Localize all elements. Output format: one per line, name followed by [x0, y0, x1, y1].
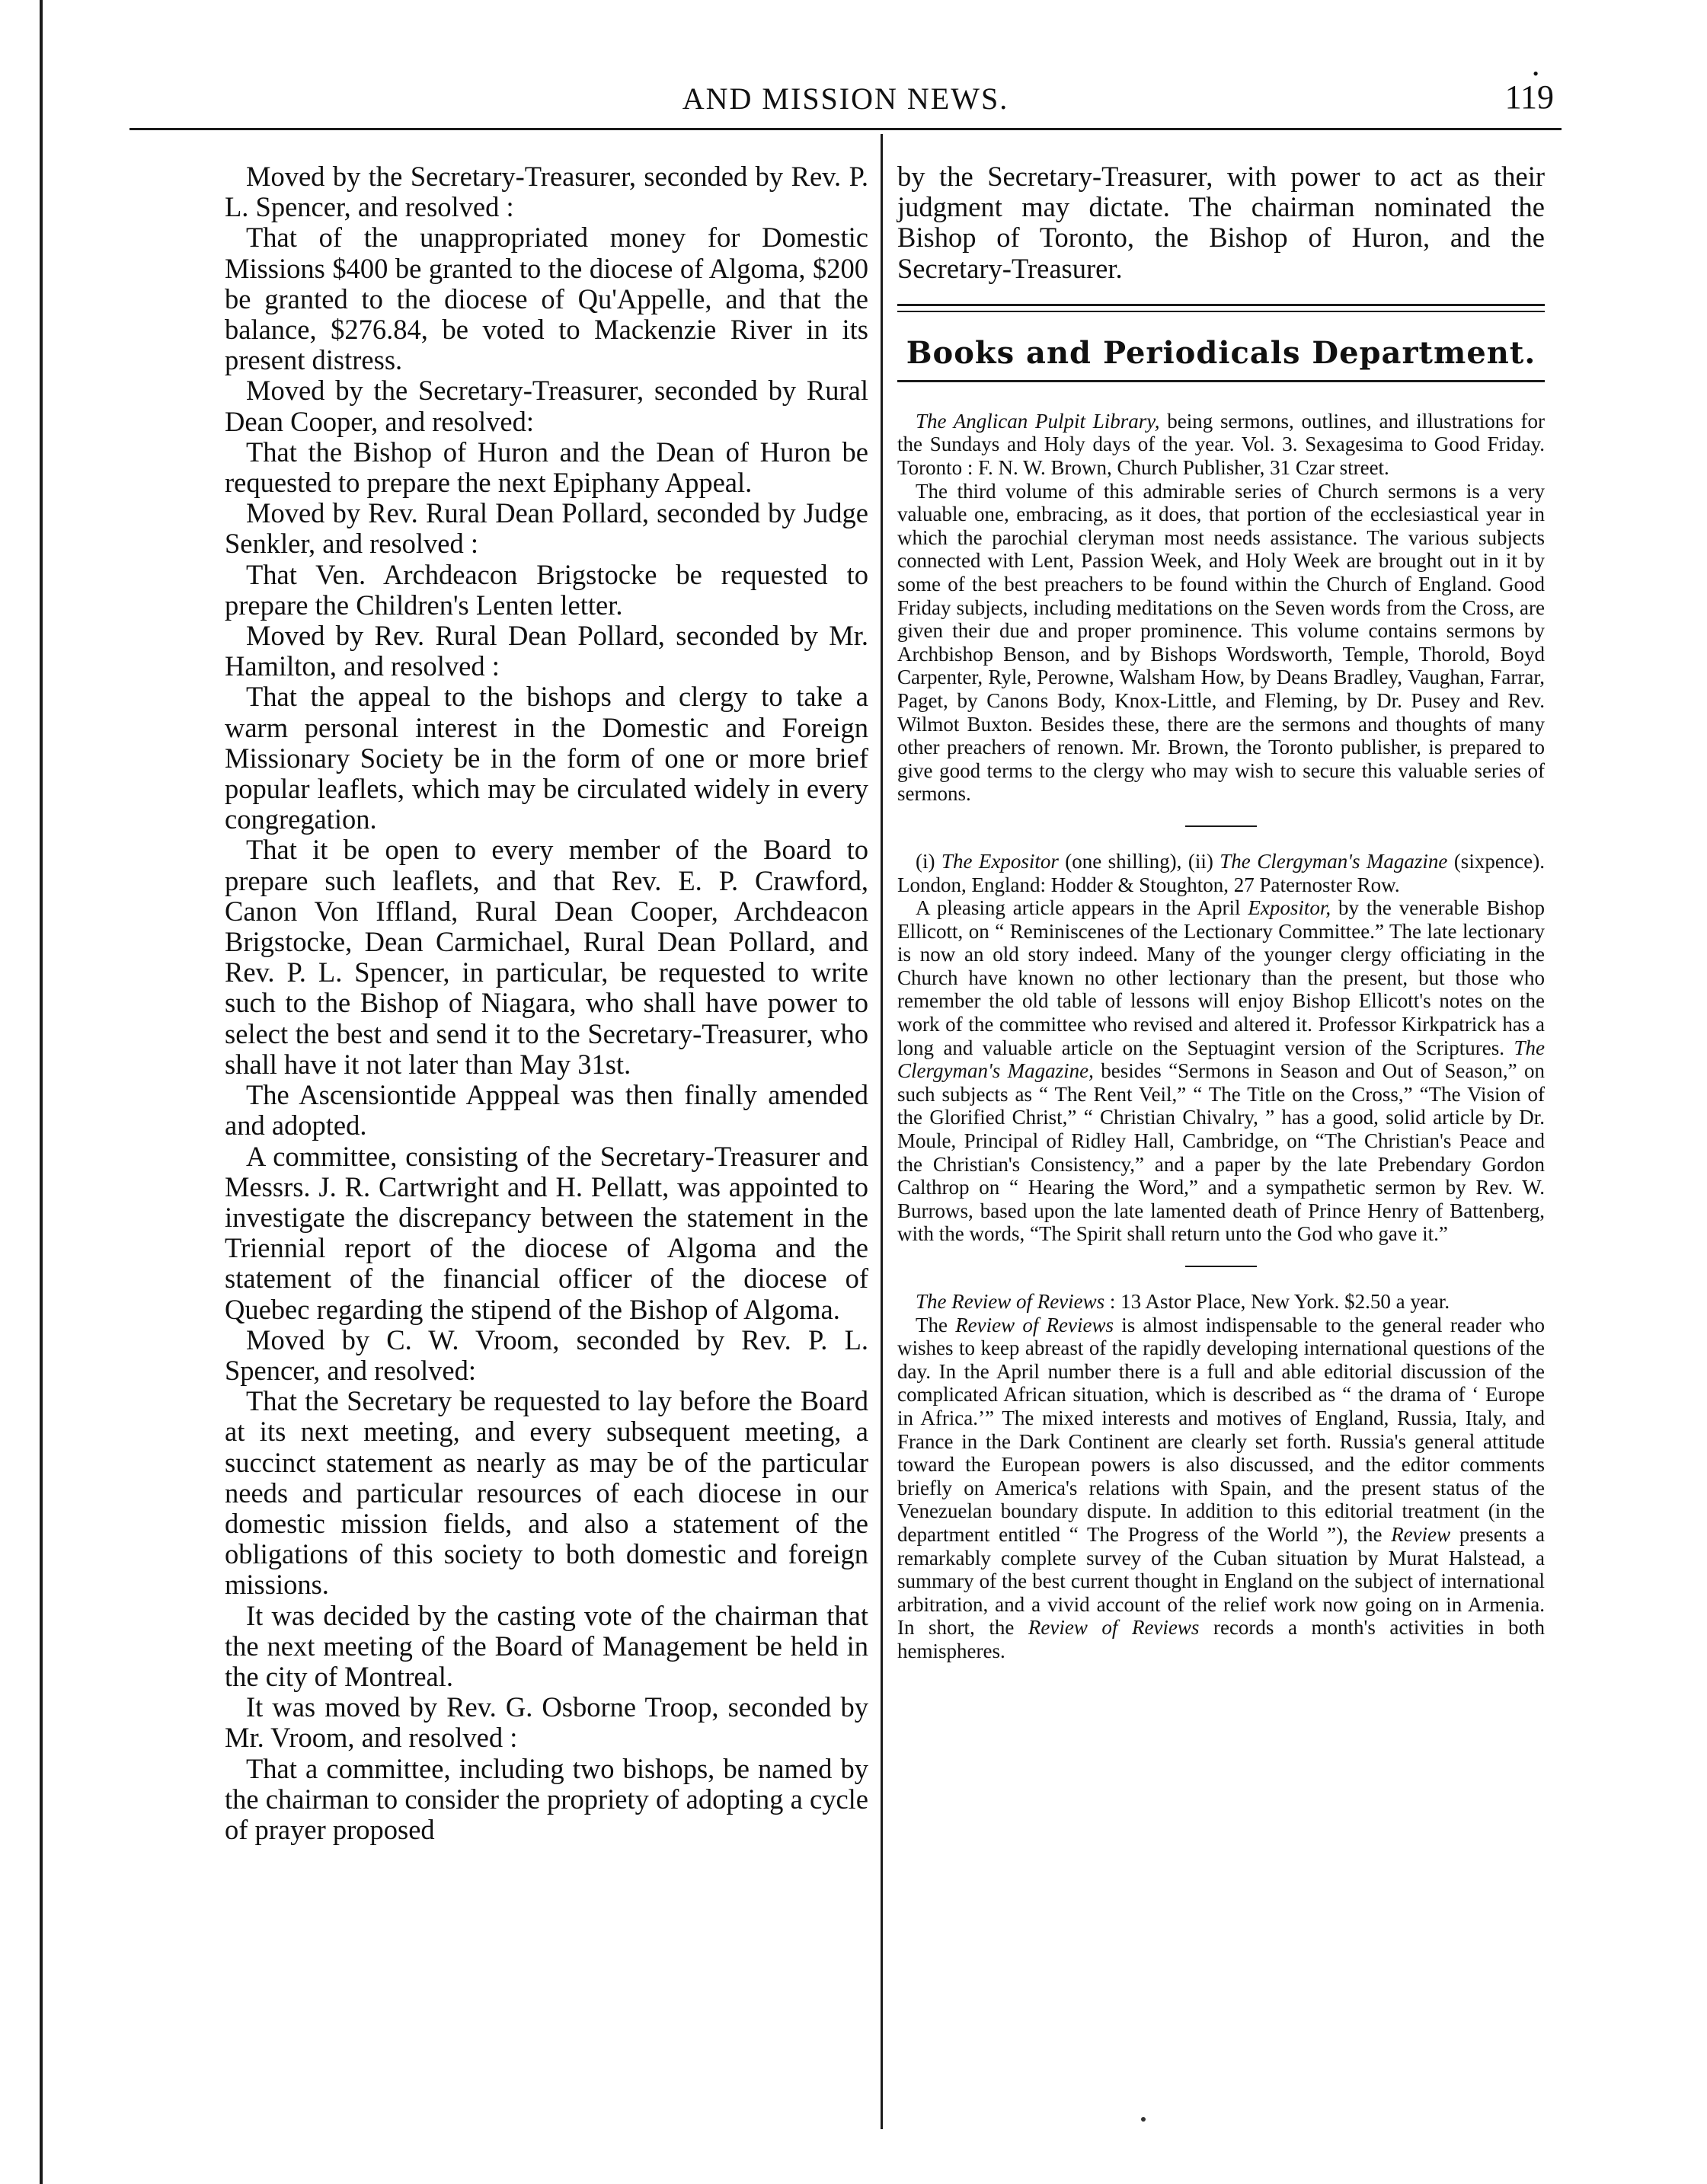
continued-paragraph: by the Secretary-Treasurer, with power to act as their judgment may dictate. The chairman nominated the Bishop of Toronto, the Bishop of Huron, and the Secretary-Treasurer.: [897, 161, 1545, 284]
paragraph: The Ascensiontide Apppeal was then finally amended and adopted.: [225, 1079, 868, 1141]
paragraph: It was moved by Rev. G. Osborne Troop, seconded by Mr. Vroom, and resolved :: [225, 1691, 868, 1754]
publication-title: The Anglican Pulpit Library,: [916, 409, 1160, 433]
paragraph: That a committee, including two bishops, be named by the chairman to consider the propriety of adopting a cycle of prayer proposed: [225, 1752, 868, 1845]
review-citation: (i) The Expositor (one shilling), (ii) The Clergyman's Magazine (sixpence). London, England: Hodder & Stoughton, 27 Paternoster Row.: [897, 849, 1546, 896]
section-double-rule: [897, 304, 1545, 312]
page-number: 119: [1504, 78, 1554, 116]
paragraph: That the Secretary be requested to lay before the Board at its next meeting, and every subsequent meeting, a succinct statement as nearly as may be of the particular needs and particular resources of each diocese in our domestic mission fields, and also a statement of the obligations of this society to both domestic and foreign missions.: [225, 1385, 868, 1601]
folio-dot: •: [1533, 64, 1539, 83]
review-citation: The Anglican Pulpit Library, being sermons, outlines, and illustrations for the Sundays and Holy days of the year. Vol. 3. Sexagesima to Good Friday. Toronto : F. N. W. Brown, Church Publisher, 31 Czar street.: [897, 409, 1545, 479]
paragraph: Moved by the Secretary-Treasurer, seconded by Rural Dean Cooper, and resolved:: [225, 375, 868, 437]
paragraph: That of the unappropriated money for Domestic Missions $400 be granted to the diocese of Algoma, $200 be granted to the diocese of Qu'Appelle, and that the balance, $276.84, be voted to Mackenzie River in its present distress.: [225, 222, 868, 376]
paragraph: Moved by C. W. Vroom, seconded by Rev. P. L. Spencer, and resolved:: [225, 1323, 868, 1386]
review-entry: [897, 850, 1545, 1246]
department-heading: Books and Periodicals Department.: [906, 334, 1536, 371]
left-column: [225, 161, 868, 1845]
paragraph: That it be open to every member of the Board to prepare such leaflets, and that Rev. E. P. Crawford, Canon Von Iffland, Rural Dean Cooper, Archdeacon Brigstocke, Dean Carmichael, Rural Dean Pollard, and Rev. P. L. Spencer, in particular, be requested to write such to the Bishop of Niagara, who shall have power to select the best and send it to the Secretary-Treasurer, who shall have it not later than May 31st.: [225, 834, 868, 1080]
column-divider: [881, 134, 883, 2129]
running-head: [129, 64, 1562, 123]
right-column: [897, 161, 1545, 1663]
entry-separator: [1185, 825, 1257, 827]
paragraph: That the Bishop of Huron and the Dean of Huron be requested to prepare the next Epiphany Appeal.: [225, 436, 868, 499]
paragraph: Moved by Rev. Rural Dean Pollard, seconded by Mr. Hamilton, and resolved :: [225, 620, 868, 682]
publication-title: The Expositor: [941, 849, 1059, 873]
review-citation: The Review of Reviews : 13 Astor Place, New York. $2.50 a year.: [916, 1290, 1450, 1313]
paragraph: Moved by the Secretary-Treasurer, seconded by Rev. P. L. Spencer, and resolved :: [225, 161, 868, 223]
publication-title: The Review of Reviews: [916, 1290, 1105, 1313]
entry-separator: [1185, 1266, 1257, 1267]
publication-title: The Clergyman's Magazine: [1220, 849, 1448, 873]
review-entry: [897, 410, 1545, 806]
paragraph: That the appeal to the bishops and clergy to take a warm personal interest in the Domestic and Foreign Missionary Society be in the form of one or more brief popular leaflets, which may be circulated widely in every congregation.: [225, 681, 868, 835]
running-title: AND MISSION NEWS.: [682, 81, 1009, 116]
binding-edge-rule: [40, 0, 43, 2184]
header-rule: [129, 128, 1562, 130]
paragraph: That Ven. Archdeacon Brigstocke be requested to prepare the Children's Lenten letter.: [225, 558, 868, 621]
review-body: The third volume of this admirable series of Church sermons is a very valuable one, embracing, as it does, that portion of the ecclesiastical year in which the parochial cleryman most needs assistance. The various subjects connected with Lent, Passion Week, and Holy Week are brought out in it by some of the best preachers to be found within the Church of England. Good Friday subjects, including meditations on the Seven words from the Cross, are given their due and proper prominence. This volume contains sermons by Archbishop Benson, and by Bishops Wordsworth, Temple, Thorold, Boyd Carpenter, Ryle, Perowne, Walsham How, by Deans Bradley, Vaughan, Farrar, Paget, by Canons Body, Knox-Little, and Fleming, by Dr. Pusey and Rev. Wilmot Buxton. Besides these, there are the sermons and thoughts of many other preachers of renown. Mr. Brown, the Toronto publisher, is prepared to give good terms to the clergy who may wish to secure this valuable series of sermons.: [897, 479, 1545, 806]
review-body: The Review of Reviews is almost indispensable to the general reader who wishes to keep abreast of the rapidly developing international questions of the day. In the April number there is a full and able editorial discussion of the complicated African situation, which is described as “ the drama of ‘ Europe in Africa.’” The mixed interests and motives of England, Russia, Italy, and France in the Dark Continent are clearly set forth. Russia's general attitude toward the European powers is also discussed, and the editor comments briefly on America's relations with Spain, and the present status of the Venezuelan boundary dispute. In addition to this editorial treatment (in the department entitled “ The Progress of the World ”), the Review presents a remarkably complete survey of the Cuban situation by Murat Halstead, a summary of the best current thought in England on the subject of international arbitration, and a vivid account of the relief work now going on in Armenia. In short, the Review of Reviews records a month's activities in both hemispheres.: [897, 1313, 1546, 1662]
footer-dot: [1141, 2117, 1146, 2122]
paragraph: It was decided by the casting vote of the chairman that the next meeting of the Board of Management be held in the city of Montreal.: [225, 1599, 868, 1692]
paragraph: Moved by Rev. Rural Dean Pollard, seconded by Judge Senkler, and resolved :: [225, 497, 868, 560]
heading-rule: [897, 380, 1545, 382]
review-body: A pleasing article appears in the April Expositor, by the venerable Bishop Ellicott, on “ Reminiscenes of the Lectionary Committee.” The late lectionary is now an old story indeed. Many of the younger clergy officiating in the Church have known no other lectionary than the present, but those who remember the old table of lessons will enjoy Bishop Ellicott's notes on the work of the committee who revised and altered it. Professor Kirkpatrick has a long and valuable article on the Septuagint version of the Scriptures. The Clergyman's Magazine, besides “Sermons in Season and Out of Season,” on such subjects as “ The Rent Veil,” “ The Title on the Cross,” “The Vision of the Glorified Christ,” “ Christian Chivalry, ” has a good, solid article by Dr. Moule, Principal of Ridley Hall, Cambridge, on “The Christian's Peace and the Christian's Consistency,” and a paper by the late Prebendary Gordon Calthrop on “ Hearing the Word,” and a sympathetic sermon by Rev. W. Burrows, based upon the late lamented death of Prince Henry of Battenberg, with the words, “The Spirit shall return unto the God who gave it.”: [897, 896, 1545, 1246]
review-entry: [897, 1290, 1545, 1663]
paragraph: A committee, consisting of the Secretary-Treasurer and Messrs. J. R. Cartwright and H. Pellatt, was appointed to investigate the discrepancy between the statement in the Triennial report of the diocese of Algoma and the statement of the financial officer of the diocese of Quebec regarding the stipend of the Bishop of Algoma.: [225, 1140, 868, 1325]
